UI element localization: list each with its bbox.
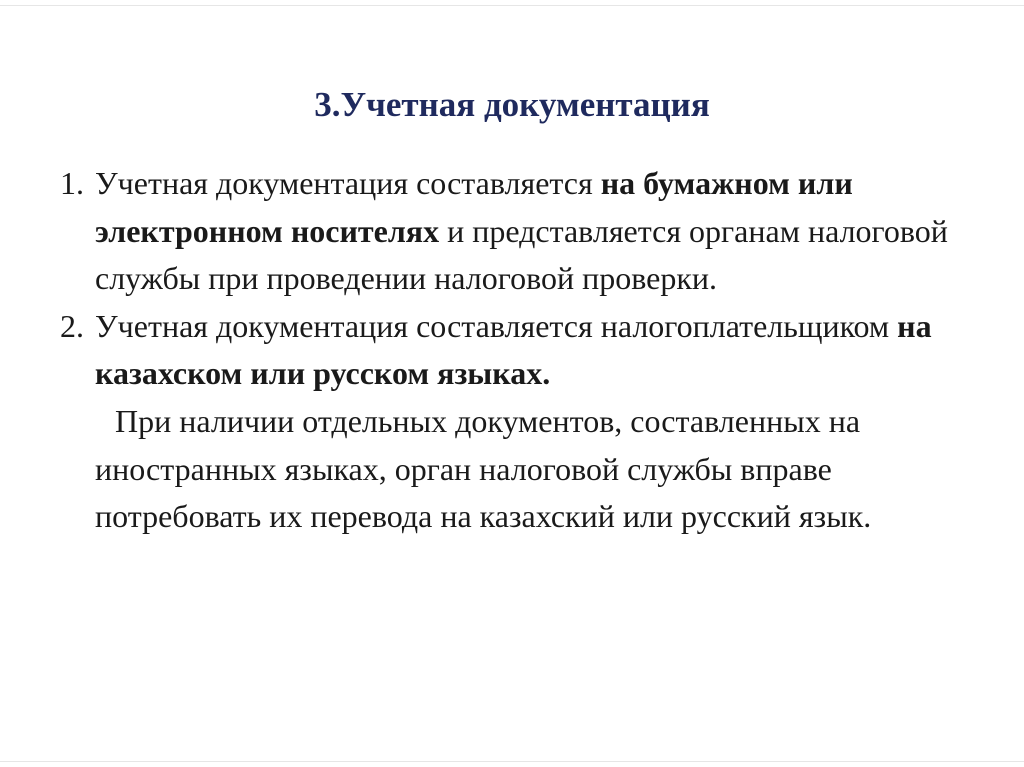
list-item-2 xyxy=(60,303,990,398)
list-item-text: и представляется органам налоговой службы при проведении налоговой проверки. xyxy=(95,212,948,297)
list-item-number: 1. xyxy=(60,165,84,201)
slide-top-border xyxy=(0,5,1024,6)
slide-bottom-border xyxy=(0,761,1024,762)
list-item-number: 2. xyxy=(60,307,84,344)
slide-title: 3.Учетная документация xyxy=(314,85,710,124)
list-item-text: Учетная документация составляется xyxy=(95,165,601,201)
list-item-bold-text: на казахском или русском языках. xyxy=(95,307,932,392)
list-item-bold-text: на бумажном или электронном носителях xyxy=(95,165,853,249)
slide-body xyxy=(60,160,990,541)
body-paragraph: При наличии отдельных документов, составленных на иностранных языках, орган налоговой службы вправе потребовать их перевода на казахский или русский язык. xyxy=(95,402,872,535)
list-item-text: Учетная документация составляется налогоплательщиком xyxy=(95,307,898,344)
list-item-1 xyxy=(60,160,990,303)
